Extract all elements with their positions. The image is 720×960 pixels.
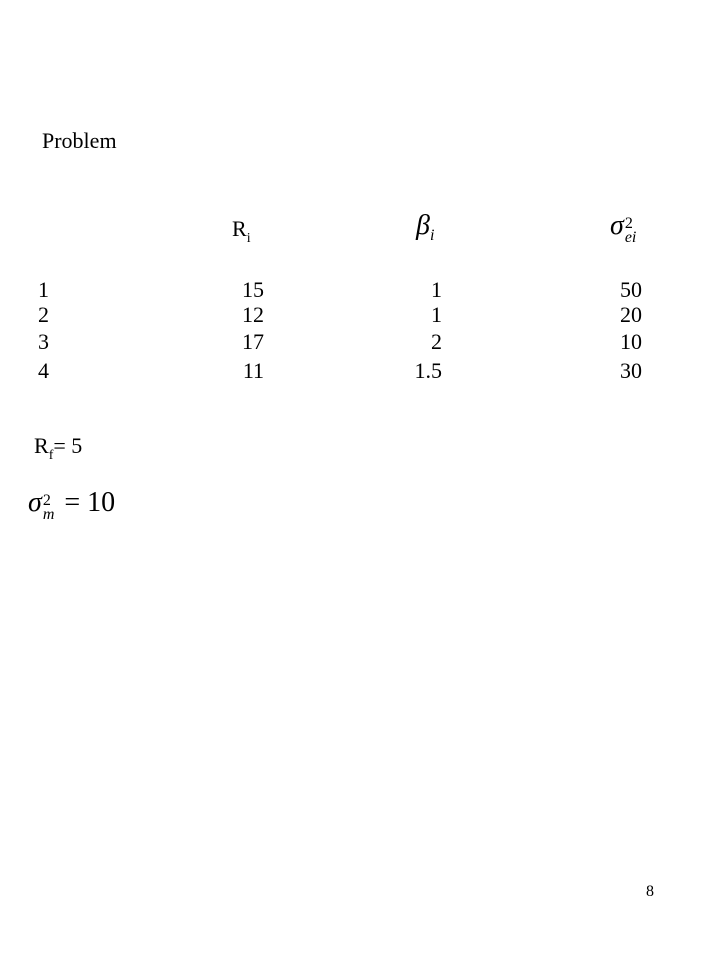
market-variance-value: = 10 [64, 487, 116, 518]
risk-free-rate [34, 432, 82, 470]
row-beta: 1 [431, 277, 442, 302]
return-header-sub: i [246, 231, 251, 246]
residual-variance-header [610, 212, 636, 245]
page-number: 8 [646, 883, 654, 900]
row-return: 12 [242, 302, 264, 327]
row-id: 4 [38, 358, 49, 383]
residual-variance-header-base: σ [610, 210, 624, 241]
row-variance: 50 [620, 277, 642, 302]
row-return: 11 [242, 358, 264, 383]
risk-free-sub: f [48, 448, 54, 463]
return-header [232, 215, 251, 253]
row-id: 1 [38, 277, 49, 302]
row-variance: 30 [620, 358, 642, 383]
page-title: Problem [42, 128, 117, 153]
market-variance [28, 486, 115, 522]
market-variance-sup: 2 [42, 492, 51, 509]
row-variance: 20 [620, 302, 642, 327]
row-beta: 2 [431, 329, 442, 354]
row-return: 17 [242, 329, 264, 354]
row-variance: 10 [620, 329, 642, 354]
risk-free-value: = 5 [53, 433, 83, 458]
row-return: 15 [242, 277, 264, 302]
beta-header-sub: i [429, 227, 435, 244]
beta-header [416, 212, 434, 250]
row-id: 2 [38, 302, 49, 327]
risk-free-base: R [34, 433, 49, 458]
market-variance-base: σ [28, 487, 42, 518]
row-beta: 1 [431, 302, 442, 327]
beta-header-base: β [416, 210, 430, 241]
return-header-base: R [232, 216, 247, 241]
residual-variance-header-sup: 2 [624, 215, 633, 232]
row-beta: 1.5 [414, 358, 442, 383]
market-variance-sub: m [42, 506, 55, 523]
row-id: 3 [38, 329, 49, 354]
residual-variance-header-sub: ei [624, 229, 637, 246]
